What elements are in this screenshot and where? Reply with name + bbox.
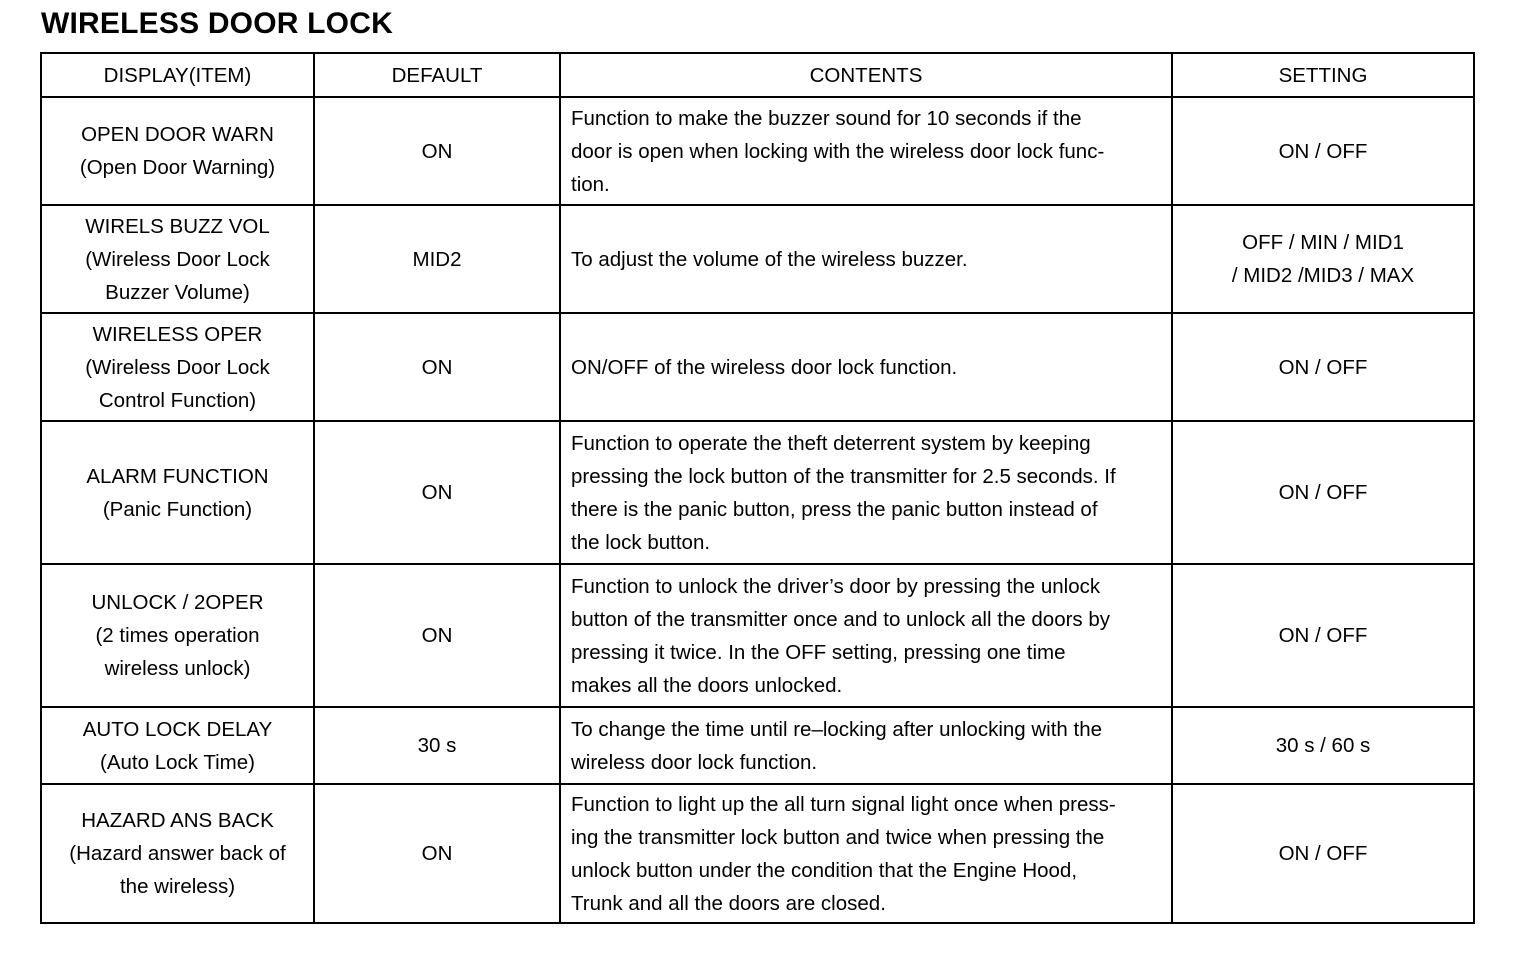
contents-line: the lock button.	[571, 530, 711, 554]
contents-line: ing the transmitter lock button and twice when pressing the	[571, 825, 1105, 849]
contents-cell	[560, 97, 1172, 205]
setting-line: 30 s / 60 s	[1275, 734, 1371, 757]
contents-line: Function to operate the theft deterrent system by keeping	[571, 431, 1091, 455]
contents-cell	[560, 564, 1172, 707]
contents-line: door is open when locking with the wireless door lock func-	[571, 139, 1105, 163]
item-name: ALARM FUNCTION	[86, 464, 269, 488]
default-cell: ON	[314, 784, 560, 923]
item-name: AUTO LOCK DELAY	[82, 717, 273, 741]
item-description: (Open Door Warning)	[79, 156, 276, 179]
setting-cell	[1172, 564, 1474, 707]
contents-cell	[560, 784, 1172, 923]
contents-line: button of the transmitter once and to unlock all the doors by	[571, 607, 1111, 631]
item-description: the wireless)	[119, 875, 236, 898]
contents-cell	[560, 707, 1172, 784]
table-row	[41, 421, 1474, 564]
table-row	[41, 313, 1474, 421]
setting-line: / MID2 /MID3 / MAX	[1231, 264, 1415, 287]
setting-line: ON / OFF	[1278, 624, 1368, 647]
table-row	[41, 205, 1474, 313]
default-cell: ON	[314, 421, 560, 564]
contents-line: Function to make the buzzer sound for 10 seconds if the	[571, 106, 1082, 130]
item-cell	[41, 97, 314, 205]
contents-cell	[560, 421, 1172, 564]
contents-line: Function to light up the all turn signal light once when press-	[571, 792, 1116, 816]
table-row	[41, 707, 1474, 784]
settings-table	[40, 52, 1475, 924]
item-name: OPEN DOOR WARN	[81, 123, 274, 146]
table-row	[41, 784, 1474, 923]
setting-line: ON / OFF	[1278, 139, 1368, 163]
header-display-item: DISPLAY(ITEM)	[41, 53, 314, 97]
item-name: HAZARD ANS BACK	[81, 809, 274, 832]
default-cell: 30 s	[314, 707, 560, 784]
item-description: Control Function)	[98, 388, 257, 412]
setting-cell	[1172, 707, 1474, 784]
item-cell	[41, 784, 314, 923]
item-name: UNLOCK / 2OPER	[91, 591, 264, 614]
setting-cell	[1172, 784, 1474, 923]
item-description: (Auto Lock Time)	[100, 750, 255, 774]
setting-line: ON / OFF	[1278, 355, 1368, 379]
contents-line: tion.	[571, 172, 610, 196]
contents-cell	[560, 205, 1172, 313]
contents-line: Trunk and all the doors are closed.	[571, 891, 886, 915]
item-cell	[41, 313, 314, 421]
contents-line: there is the panic button, press the panic button instead of	[571, 497, 1098, 521]
contents-line: pressing it twice. In the OFF setting, pressing one time	[571, 640, 1066, 664]
contents-line: To change the time until re–locking after unlocking with the	[571, 717, 1103, 741]
setting-line: ON / OFF	[1278, 481, 1368, 504]
setting-cell	[1172, 205, 1474, 313]
contents-line: pressing the lock button of the transmitter for 2.5 seconds. If	[571, 464, 1116, 488]
header-contents: CONTENTS	[560, 53, 1172, 97]
contents-line: wireless door lock function.	[571, 750, 818, 774]
table-row	[41, 564, 1474, 707]
item-description: (Hazard answer back of	[69, 842, 286, 865]
default-cell: MID2	[314, 205, 560, 313]
item-cell	[41, 421, 314, 564]
default-cell: ON	[314, 564, 560, 707]
contents-line: Function to unlock the driver’s door by pressing the unlock	[571, 574, 1101, 598]
item-cell	[41, 205, 314, 313]
default-cell: ON	[314, 97, 560, 205]
item-description: (Wireless Door Lock	[85, 355, 270, 379]
contents-line: ON/OFF of the wireless door lock function.	[571, 355, 958, 379]
header-setting: SETTING	[1172, 53, 1474, 97]
contents-line: makes all the doors unlocked.	[571, 673, 843, 697]
contents-line: To adjust the volume of the wireless buzzer.	[571, 247, 968, 271]
item-description: Buzzer Volume)	[105, 280, 250, 304]
item-description: (Wireless Door Lock	[85, 247, 270, 271]
setting-cell	[1172, 421, 1474, 564]
item-description: (Panic Function)	[102, 497, 253, 521]
item-description: (2 times operation	[95, 624, 260, 647]
setting-line: ON / OFF	[1278, 842, 1368, 865]
contents-line: unlock button under the condition that the Engine Hood,	[571, 858, 1078, 882]
item-name: WIRELS BUZZ VOL	[85, 214, 270, 238]
item-description: wireless unlock)	[104, 657, 251, 680]
header-row	[41, 53, 1474, 97]
item-name: WIRELESS OPER	[92, 322, 263, 346]
setting-cell	[1172, 313, 1474, 421]
setting-line: OFF / MIN / MID1	[1242, 231, 1404, 254]
item-cell	[41, 564, 314, 707]
table-row	[41, 97, 1474, 205]
item-cell	[41, 707, 314, 784]
setting-cell	[1172, 97, 1474, 205]
header-default: DEFAULT	[314, 53, 560, 97]
default-cell: ON	[314, 313, 560, 421]
page-title: WIRELESS DOOR LOCK	[41, 7, 393, 40]
contents-cell	[560, 313, 1172, 421]
